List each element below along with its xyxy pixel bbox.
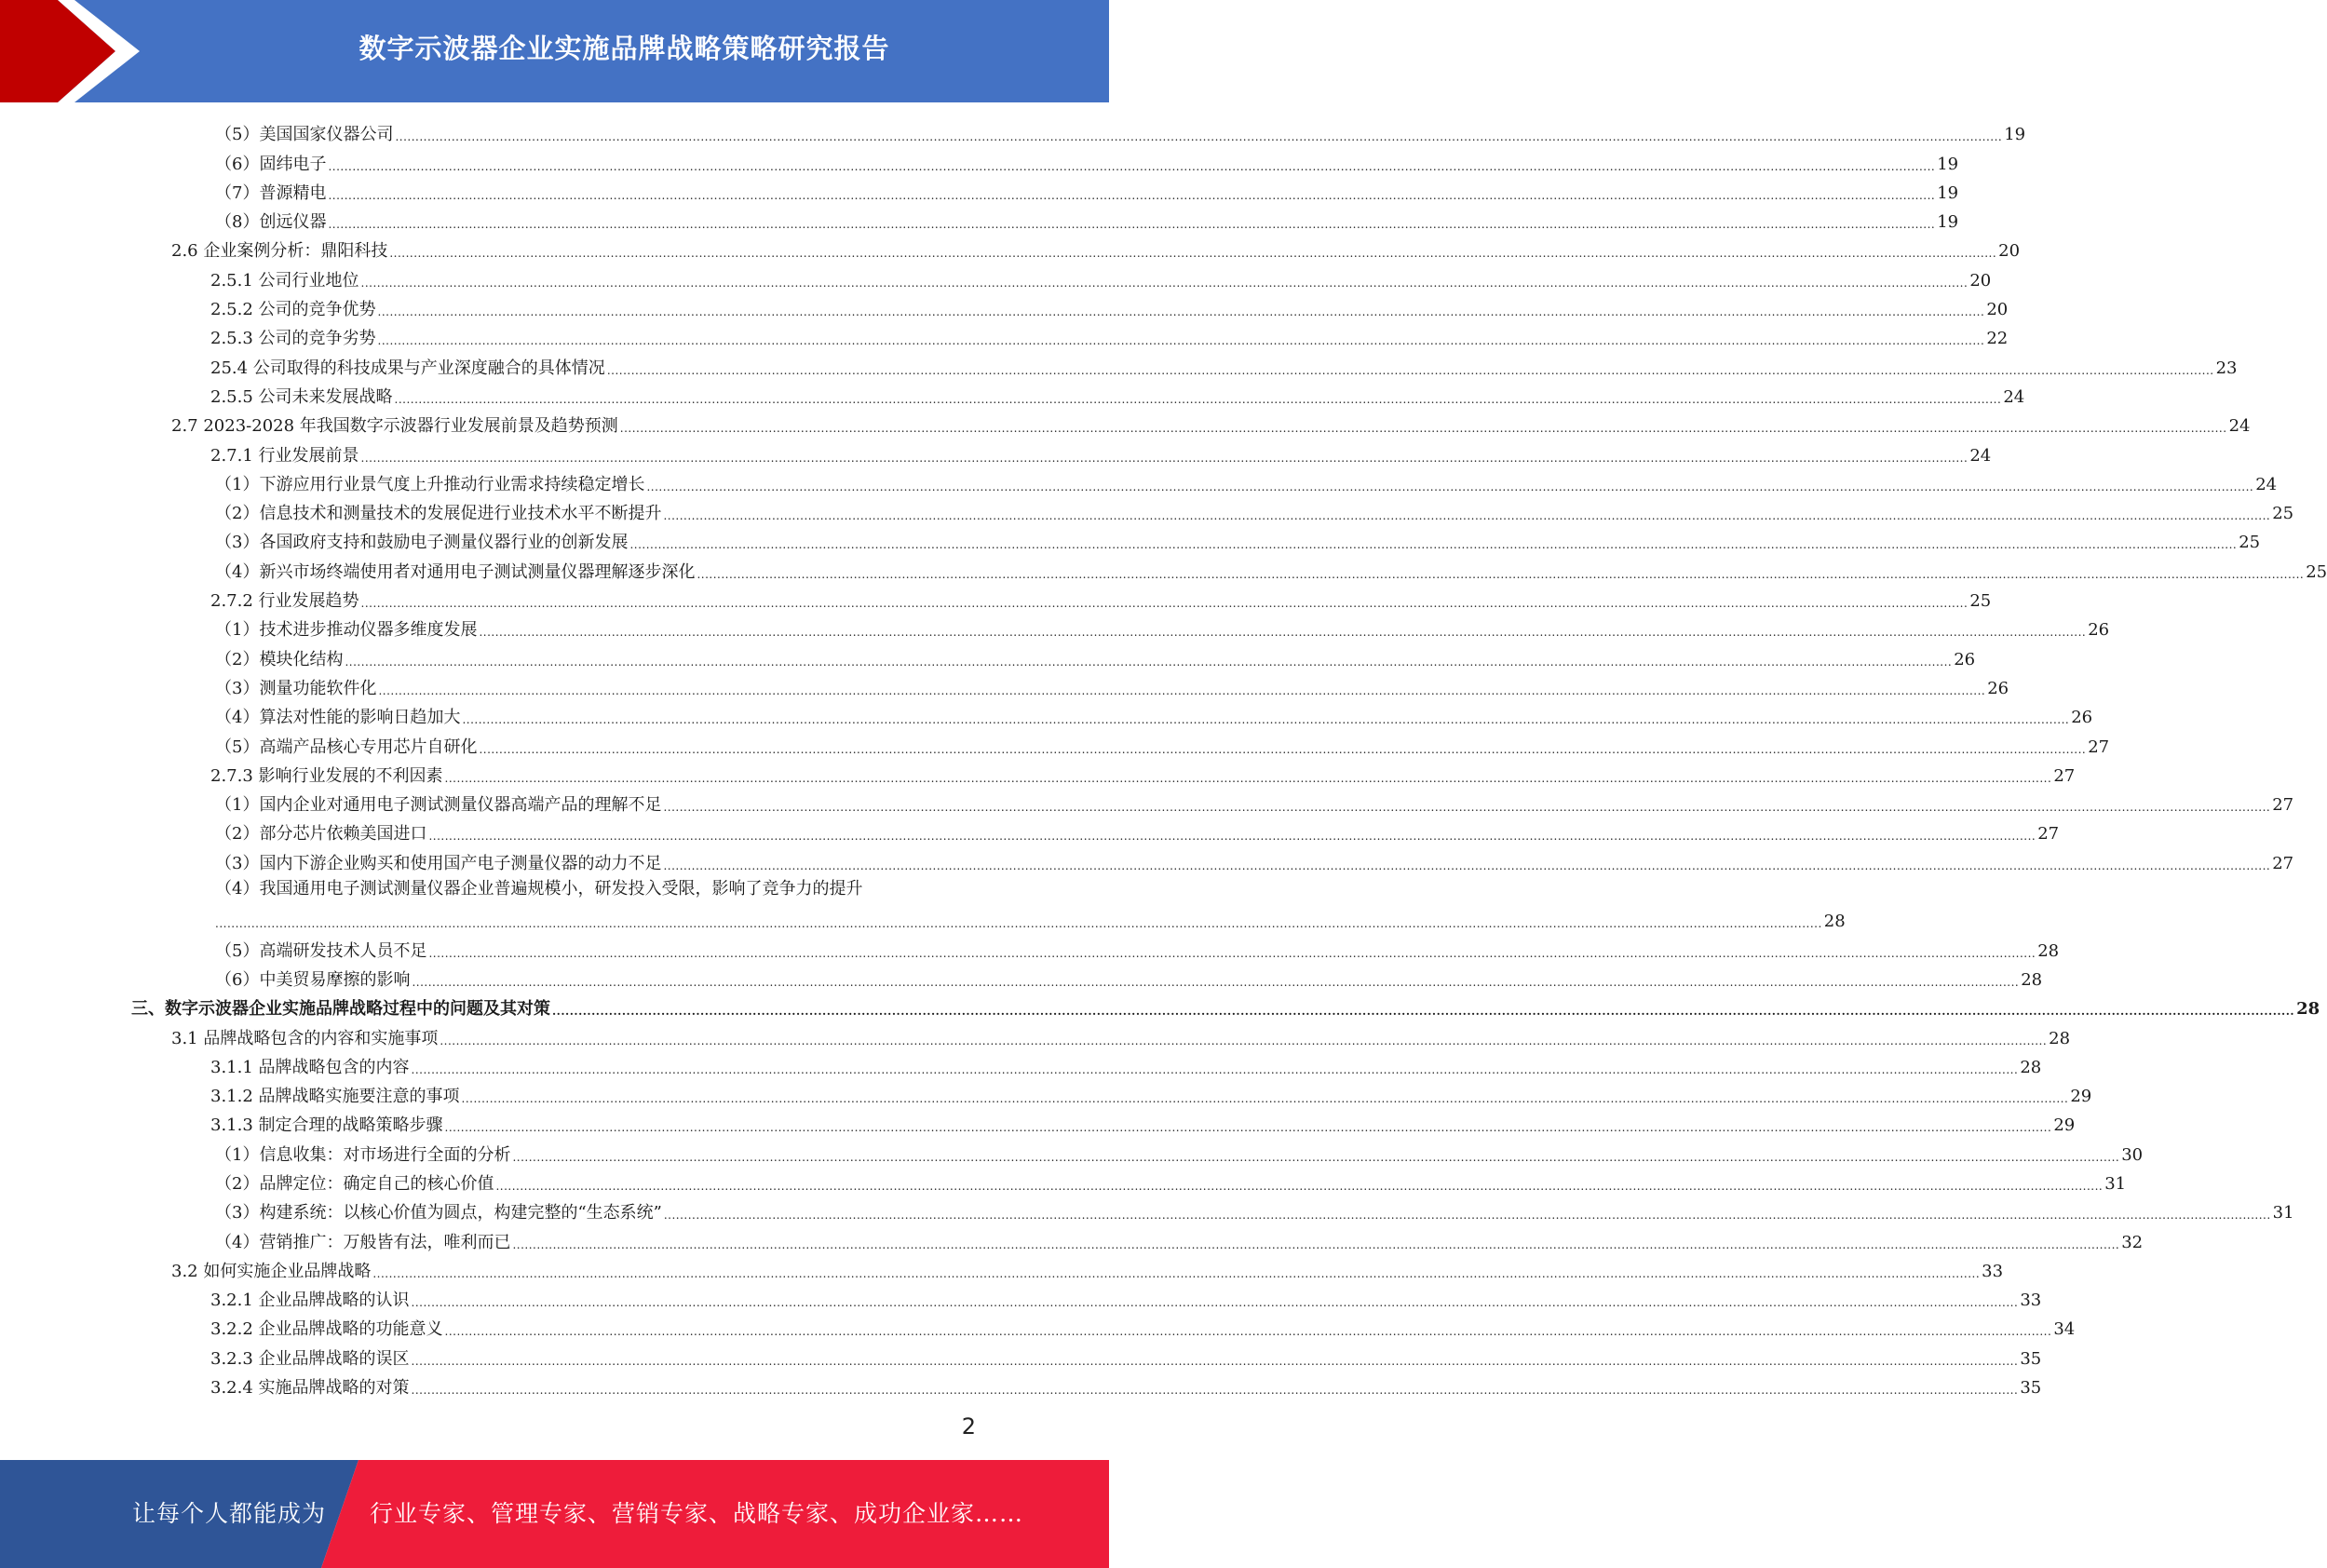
toc-entry-page: 24	[1969, 445, 1992, 466]
toc-entry-label: （8）创远仪器	[215, 212, 327, 233]
dot-leader: ................................................................................................................................................................................................................................................................................................................................................................................................................	[663, 1209, 2271, 1223]
toc-entry-page: 30	[2121, 1144, 2144, 1165]
dot-leader: ................................................................................................................................................................................................................................................................................................................................................................................................................	[389, 247, 1997, 261]
toc-entry[interactable]	[0, 993, 2320, 1021]
toc-entry-page: 26	[2088, 620, 2110, 641]
toc-entry-label: （4）新兴市场终端使用者对通用电子测试测量仪器理解逐步深化	[215, 561, 696, 582]
toc-entry-page: 29	[2053, 1115, 2076, 1136]
toc-entry-label: （5）高端产品核心专用芯片自研化	[215, 737, 478, 757]
footer-slogan-left: 让每个人都能成为	[132, 1500, 327, 1527]
toc-entry-label: （3）构建系统：以核心价值为圆点，构建完整的“生态系统”	[215, 1203, 662, 1223]
toc-entry[interactable]	[0, 760, 2076, 789]
dot-leader: ................................................................................................................................................................................................................................................................................................................................................................................................................	[378, 683, 1986, 697]
toc-entry[interactable]	[0, 293, 2009, 322]
toc-entry-label: 3.2.3 企业品牌战略的误区	[210, 1348, 410, 1369]
toc-entry-page: 27	[2053, 765, 2076, 786]
toc-entry[interactable]	[0, 177, 1959, 206]
toc-entry-page: 19	[1937, 154, 1959, 174]
toc-entry-label: （3）测量功能软件化	[215, 678, 377, 698]
toc-entry[interactable]	[0, 789, 2294, 818]
toc-entry[interactable]	[0, 730, 2110, 759]
dot-leader: ................................................................................................................................................................................................................................................................................................................................................................................................................	[606, 363, 2214, 377]
dot-leader: ................................................................................................................................................................................................................................................................................................................................................................................................................	[462, 713, 2070, 727]
toc-entry[interactable]	[0, 1021, 2071, 1050]
dot-leader: ................................................................................................................................................................................................................................................................................................................................................................................................................	[663, 858, 2271, 872]
toc-entry-label: 25.4 公司取得的科技成果与产业深度融合的具体情况	[210, 358, 605, 378]
toc-entry-page: 28	[2020, 1057, 2042, 1077]
toc-entry-page: 28	[2296, 999, 2320, 1020]
toc-entry[interactable]	[0, 381, 2025, 410]
toc-entry[interactable]	[0, 147, 1959, 176]
toc-entry-page: 20	[1986, 300, 2009, 320]
toc-entry-page: 27	[2272, 853, 2294, 873]
dot-leader: ................................................................................................................................................................................................................................................................................................................................................................................................................	[411, 1384, 2019, 1398]
toc-entry-label: （2）模块化结构	[215, 649, 344, 669]
toc-entry-page: 25	[2306, 561, 2327, 582]
toc-entry-page: 33	[2020, 1291, 2042, 1311]
toc-entry-page: 27	[2088, 737, 2110, 757]
toc-entry[interactable]	[0, 1109, 2076, 1138]
toc-entry-label: 3.1 品牌战略包含的内容和实施事项	[171, 1028, 439, 1048]
toc-entry-page: 19	[1937, 182, 1959, 203]
dot-leader: ................................................................................................................................................................................................................................................................................................................................................................................................................	[360, 597, 1968, 611]
toc-entry-page: 26	[1987, 678, 2009, 698]
toc-entry[interactable]	[0, 1051, 2042, 1080]
toc-entry-page: 24	[2228, 416, 2251, 437]
toc-entry[interactable]	[0, 818, 2060, 846]
toc-entry[interactable]	[0, 934, 2060, 963]
toc-entry-leader-line	[215, 905, 1846, 934]
toc-entry-label: 2.5.2 公司的竞争优势	[210, 300, 376, 320]
toc-entry-label: （1）国内企业对通用电子测试测量仪器高端产品的理解不足	[215, 795, 662, 816]
toc-entry-page: 22	[1986, 329, 2009, 349]
toc-entry-page: 20	[1969, 270, 1992, 291]
toc-entry-label: 2.7.2 行业发展趋势	[210, 591, 359, 612]
toc-entry-label: （7）普源精电	[215, 182, 327, 203]
toc-entry-page: 34	[2053, 1319, 2076, 1340]
toc-entry-label: 2.5.3 公司的竞争劣势	[210, 329, 376, 349]
toc-entry[interactable]	[0, 439, 1992, 467]
dot-leader: ................................................................................................................................................................................................................................................................................................................................................................................................................	[479, 626, 2087, 640]
dot-leader: ................................................................................................................................................................................................................................................................................................................................................................................................................	[444, 1121, 2052, 1135]
toc-entry[interactable]	[0, 118, 2026, 147]
toc-entry-label: （1）信息收集：对市场进行全面的分析	[215, 1144, 511, 1165]
toc-entry[interactable]	[0, 351, 2238, 380]
dot-leader: ................................................................................................................................................................................................................................................................................................................................................................................................................	[512, 1150, 2120, 1164]
toc-entry-page: 24	[2255, 474, 2278, 494]
toc-entry-label: （5）美国国家仪器公司	[215, 125, 394, 145]
toc-entry-label: 3.1.1 品牌战略包含的内容	[210, 1057, 410, 1077]
toc-entry-page: 26	[1954, 649, 1976, 669]
toc-entry-label: （6）中美贸易摩擦的影响	[215, 969, 411, 990]
toc-entry[interactable]	[0, 964, 2043, 993]
toc-entry[interactable]	[0, 526, 2261, 555]
toc-entry[interactable]	[0, 876, 1846, 935]
toc-entry-page: 25	[1969, 591, 1992, 612]
toc-entry-label: （3）各国政府支持和鼓励电子测量仪器行业的创新发展	[215, 533, 629, 553]
table-of-contents	[0, 118, 2327, 1400]
dot-leader: ................................................................................................................................................................................................................................................................................................................................................................................................................	[629, 538, 2238, 552]
dot-leader: ................................................................................................................................................................................................................................................................................................................................................................................................................	[395, 130, 2003, 144]
toc-entry[interactable]	[0, 585, 1992, 614]
toc-entry-page: 27	[2272, 795, 2294, 816]
toc-entry-page: 25	[2239, 533, 2261, 553]
toc-entry-label: 2.7 2023-2028 年我国数字示波器行业发展前景及趋势预测	[171, 416, 618, 437]
dot-leader: ................................................................................................................................................................................................................................................................................................................................................................................................................	[394, 392, 2002, 406]
dot-leader: ................................................................................................................................................................................................................................................................................................................................................................................................................	[377, 305, 1985, 319]
toc-entry[interactable]	[0, 410, 2251, 439]
toc-entry[interactable]	[0, 1255, 2004, 1284]
toc-entry-label: （4）我国通用电子测试测量仪器企业普遍规模小，研发投入受限，影响了竞争力的提升	[215, 878, 863, 899]
toc-entry-page: 28	[2049, 1028, 2071, 1048]
toc-entry-page: 19	[2004, 125, 2026, 145]
toc-entry-page: 27	[2037, 824, 2060, 845]
dot-leader: ................................................................................................................................................................................................................................................................................................................................................................................................................	[479, 742, 2087, 756]
dot-leader: ................................................................................................................................................................................................................................................................................................................................................................................................................	[360, 451, 1968, 465]
toc-entry[interactable]	[0, 235, 2021, 264]
toc-entry[interactable]	[0, 642, 1976, 671]
dot-leader: ................................................................................................................................................................................................................................................................................................................................................................................................................	[328, 188, 1936, 202]
dot-leader: ................................................................................................................................................................................................................................................................................................................................................................................................................	[328, 218, 1936, 232]
dot-leader: ................................................................................................................................................................................................................................................................................................................................................................................................................	[428, 830, 2036, 844]
toc-entry[interactable]	[0, 264, 1992, 292]
toc-entry-page: 33	[1982, 1261, 2004, 1281]
toc-entry[interactable]	[0, 846, 2294, 875]
toc-entry-page: 24	[2003, 386, 2025, 407]
toc-entry-page: 29	[2070, 1087, 2092, 1107]
toc-entry-label: 三、数字示波器企业实施品牌战略过程中的问题及其对策	[131, 999, 550, 1020]
toc-entry-label: 3.2.2 企业品牌战略的功能意义	[210, 1319, 443, 1340]
toc-entry-page: 25	[2272, 504, 2294, 524]
toc-entry-page: 23	[2215, 358, 2238, 378]
dot-leader: ................................................................................................................................................................................................................................................................................................................................................................................................................	[215, 917, 1822, 931]
toc-entry-label: （1）技术进步推动仪器多维度发展	[215, 620, 478, 641]
dot-leader: ................................................................................................................................................................................................................................................................................................................................................................................................................	[428, 946, 2036, 960]
toc-entry[interactable]	[0, 672, 2009, 701]
header-banner	[0, 0, 1109, 102]
toc-entry-label: （5）高端研发技术人员不足	[215, 940, 427, 961]
toc-entry-label: 3.2.4 实施品牌战略的对策	[210, 1378, 410, 1399]
dot-leader: ................................................................................................................................................................................................................................................................................................................................................................................................................	[444, 771, 2052, 785]
toc-entry-label: 2.6 企业案例分析：鼎阳科技	[171, 241, 388, 262]
dot-leader: ................................................................................................................................................................................................................................................................................................................................................................................................................	[444, 1325, 2052, 1339]
footer-banner	[0, 1460, 1109, 1568]
toc-entry[interactable]	[0, 322, 2009, 351]
toc-entry[interactable]	[0, 614, 2110, 642]
toc-entry[interactable]	[0, 555, 2327, 584]
dot-leader: ................................................................................................................................................................................................................................................................................................................................................................................................................	[411, 1062, 2019, 1076]
toc-entry[interactable]	[0, 497, 2294, 526]
dot-leader: ................................................................................................................................................................................................................................................................................................................................................................................................................	[328, 159, 1936, 173]
toc-entry-page: 20	[1998, 241, 2021, 262]
toc-entry-label: 3.2 如何实施企业品牌战略	[171, 1261, 372, 1281]
toc-entry-page: 31	[2272, 1203, 2294, 1223]
dot-leader: ................................................................................................................................................................................................................................................................................................................................................................................................................	[663, 801, 2271, 815]
toc-entry[interactable]	[0, 1313, 2076, 1342]
toc-entry-label: 3.1.2 品牌战略实施要注意的事项	[210, 1087, 460, 1107]
dot-leader: ................................................................................................................................................................................................................................................................................................................................................................................................................	[619, 422, 2227, 436]
toc-entry-page: 28	[2021, 969, 2043, 990]
page-number: 2	[961, 1413, 976, 1440]
toc-entry[interactable]	[0, 1196, 2294, 1225]
toc-entry-page: 28	[2037, 940, 2060, 961]
toc-entry[interactable]	[0, 1225, 2144, 1254]
toc-entry[interactable]	[0, 1168, 2127, 1196]
toc-entry-label: 2.7.3 影响行业发展的不利因素	[210, 765, 443, 786]
toc-entry-page: 35	[2020, 1348, 2042, 1369]
dot-leader: ................................................................................................................................................................................................................................................................................................................................................................................................................	[360, 276, 1968, 290]
toc-entry-label: （1）下游应用行业景气度上升推动行业需求持续稳定增长	[215, 474, 645, 494]
toc-entry-page: 28	[1823, 912, 1846, 932]
dot-leader: ................................................................................................................................................................................................................................................................................................................................................................................................................	[512, 1237, 2120, 1251]
toc-entry[interactable]	[0, 1284, 2042, 1313]
toc-entry-label: （6）固纬电子	[215, 154, 327, 174]
toc-entry-label: 3.1.3 制定合理的战略策略步骤	[210, 1115, 443, 1136]
toc-entry-page: 35	[2020, 1378, 2042, 1399]
dot-leader: ................................................................................................................................................................................................................................................................................................................................................................................................................	[345, 655, 1953, 669]
toc-entry-page: 31	[2104, 1173, 2127, 1194]
toc-entry-label: （2）品牌定位：确定自己的核心价值	[215, 1173, 494, 1194]
dot-leader: ................................................................................................................................................................................................................................................................................................................................................................................................................	[372, 1266, 1981, 1280]
dot-leader: ................................................................................................................................................................................................................................................................................................................................................................................................................	[461, 1092, 2069, 1106]
dot-leader: ................................................................................................................................................................................................................................................................................................................................................................................................................	[411, 1354, 2019, 1368]
toc-entry-page: 32	[2121, 1232, 2144, 1252]
toc-entry-label: （4）营销推广：万般皆有法，唯利而已	[215, 1232, 511, 1252]
toc-entry-label: （3）国内下游企业购买和使用国产电子测量仪器的动力不足	[215, 853, 662, 873]
dot-leader: ................................................................................................................................................................................................................................................................................................................................................................................................................	[663, 509, 2271, 523]
toc-entry-page: 26	[2071, 708, 2093, 728]
toc-entry[interactable]	[0, 1372, 2042, 1400]
toc-entry-label: （4）算法对性能的影响日趋加大	[215, 708, 461, 728]
dot-leader: ................................................................................................................................................................................................................................................................................................................................................................................................................	[411, 1296, 2019, 1310]
dot-leader: ................................................................................................................................................................................................................................................................................................................................................................................................................	[377, 334, 1985, 348]
toc-entry[interactable]	[0, 1342, 2042, 1371]
dot-leader: ................................................................................................................................................................................................................................................................................................................................................................................................................	[552, 1005, 2295, 1019]
toc-entry[interactable]	[0, 701, 2093, 730]
dot-leader: ................................................................................................................................................................................................................................................................................................................................................................................................................	[697, 567, 2305, 581]
footer-slogan-right: 行业专家、管理专家、营销专家、战略专家、成功企业家……	[370, 1500, 1024, 1527]
report-title: 数字示波器企业实施品牌战略策略研究报告	[359, 33, 890, 64]
toc-entry-label: 2.5.5 公司未来发展战略	[210, 386, 393, 407]
dot-leader: ................................................................................................................................................................................................................................................................................................................................................................................................................	[646, 480, 2254, 493]
toc-entry-label: 2.5.1 公司行业地位	[210, 270, 359, 291]
toc-entry[interactable]	[0, 206, 1959, 235]
dot-leader: ................................................................................................................................................................................................................................................................................................................................................................................................................	[412, 975, 2020, 989]
toc-entry-label: 3.2.1 企业品牌战略的认识	[210, 1291, 410, 1311]
toc-entry[interactable]	[0, 1138, 2144, 1167]
dot-leader: ................................................................................................................................................................................................................................................................................................................................................................................................................	[495, 1179, 2104, 1193]
dot-leader: ................................................................................................................................................................................................................................................................................................................................................................................................................	[440, 1034, 2048, 1048]
toc-entry[interactable]	[0, 468, 2278, 497]
toc-entry-label: （2）部分芯片依赖美国进口	[215, 824, 427, 845]
toc-entry-page: 19	[1937, 212, 1959, 233]
toc-entry-label: 2.7.1 行业发展前景	[210, 445, 359, 466]
toc-entry[interactable]	[0, 1080, 2092, 1109]
toc-entry-label: （2）信息技术和测量技术的发展促进行业技术水平不断提升	[215, 504, 662, 524]
